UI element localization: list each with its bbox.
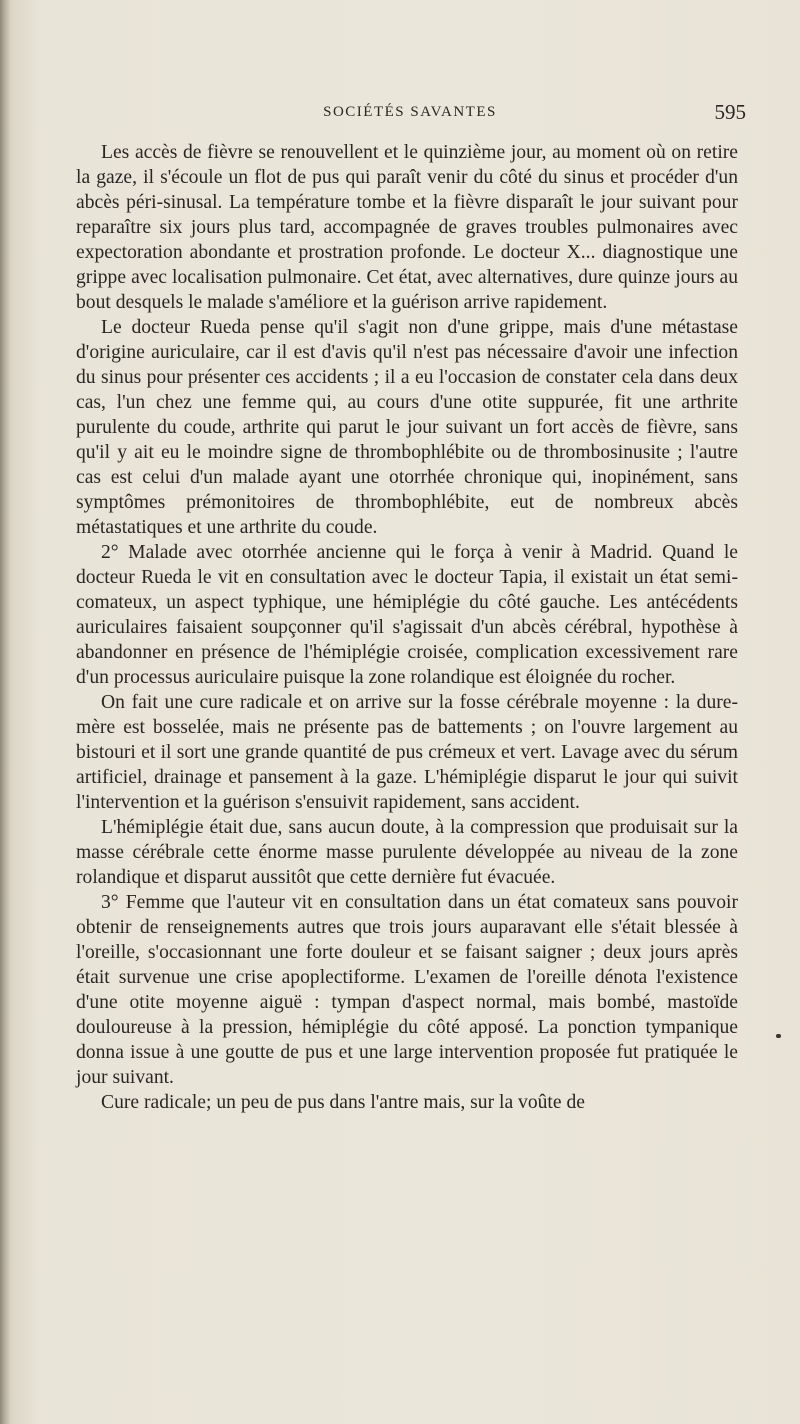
ink-speck xyxy=(776,1034,781,1038)
paragraph-6: 3° Femme que l'auteur vit en consultation dans un état comateux sans pouvoir obtenir de renseignements autres que trois jours auparavant elle s'était blessée à l'oreille, s'occasionnant une forte douleur et se faisant saigner ; deux jours après était survenue une crise apoplectiforme. L'examen de l'oreille dénota l'existence d'une otite moyenne aiguë : tympan d'aspect normal, mais bombé, mastoïde douloureuse à la pression, hémiplégie du côté apposé. La ponction tympanique donna issue à une goutte de pus et une large intervention proposée fut pratiquée le jour suivant. xyxy=(76,892,738,1088)
paragraph-4: On fait une cure radicale et on arrive sur la fosse cérébrale moyenne : la dure-mère est bosselée, mais ne présente pas de battements ; on l'ouvre largement au bistouri et il sort une grande quantité de pus crémeux et vert. Lavage avec du sérum artificiel, drainage et pansement à la gaze. L'hémiplégie disparut le jour qui suivit l'intervention et la guérison s'ensuivit rapidement, sans accident. xyxy=(76,692,738,813)
text-body xyxy=(76,140,738,1115)
page-number: 595 xyxy=(714,100,746,124)
paragraph-3: 2° Malade avec otorrhée ancienne qui le força à venir à Madrid. Quand le docteur Rueda le vit en consultation avec le docteur Tapia, il existait un état semi-comateux, un aspect typhique, une hémiplégie du côté gauche. Les antécédents auriculaires faisaient soupçonner qu'il s'agissait d'un abcès cérébral, hypothèse à abandonner en présence de l'hémiplégie croisée, complication excessivement rare d'un processus auriculaire puisque la zone rolandique est éloignée du rocher. xyxy=(76,542,738,688)
paragraph-7: Cure radicale; un peu de pus dans l'antre mais, sur la voûte de xyxy=(101,1092,585,1113)
running-head xyxy=(80,100,746,126)
binding-edge xyxy=(0,0,10,1424)
paragraph-5: L'hémiplégie était due, sans aucun doute, à la compression que produisait sur la masse cérébrale cette énorme masse purulente développée au niveau de la zone rolandique et disparut aussitôt que cette dernière fut évacuée. xyxy=(76,817,738,888)
journal-title: SOCIÉTÉS SAVANTES xyxy=(323,104,497,120)
paragraph-1: Les accès de fièvre se renouvellent et le quinzième jour, au moment où on retire la gaze, il s'écoule un flot de pus qui paraît venir du côté du sinus et procéder d'un abcès péri-sinusal. La température tombe et la fièvre disparaît le jour suivant pour reparaître six jours plus tard, accompagnée de graves troubles pulmonaires avec expectoration abondante et prostration profonde. Le docteur X... diagnostique une grippe avec localisation pulmonaire. Cet état, avec alternatives, dure quinze jours au bout desquels le malade s'améliore et la guérison arrive rapidement. xyxy=(76,142,738,313)
paragraph-2: Le docteur Rueda pense qu'il s'agit non d'une grippe, mais d'une métastase d'origine auriculaire, car il est d'avis qu'il n'est pas nécessaire d'avoir une infection du sinus pour présenter ces accidents ; il a eu l'occasion de constater cela dans deux cas, l'un chez une femme qui, au cours d'une otite suppurée, fit une arthrite purulente du coude, arthrite qui parut le jour suivant un fort accès de fièvre, sans qu'il y ait eu le moindre signe de thrombophlébite ou de thrombosinusite ; l'autre cas est celui d'un malade ayant une otorrhée chronique qui, inopinément, sans symptômes prémonitoires de thrombophlébite, eut de nombreux abcès métastatiques et une arthrite du coude. xyxy=(76,317,738,538)
